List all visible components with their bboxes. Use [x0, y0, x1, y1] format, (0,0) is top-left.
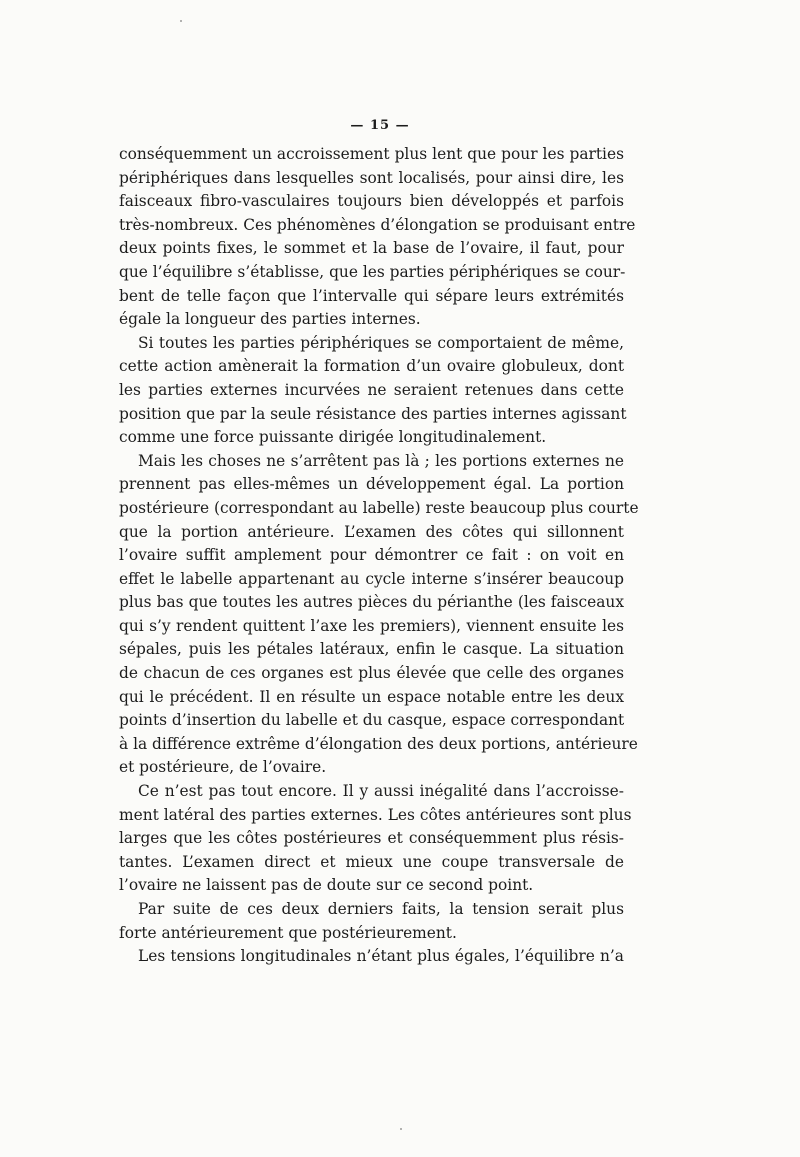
paper-speck	[180, 20, 182, 22]
text-line: comme une force puissante dirigée longitudinalement.	[119, 428, 547, 447]
text-line: Ce n’est pas tout encore. Il y aussi inégalité dans l’accroisse-	[138, 782, 624, 801]
text-line: larges que les côtes postérieures et conséquemment plus résis-	[119, 829, 624, 848]
paper-speck	[400, 1128, 402, 1130]
text-line: Les tensions longitudinales n’étant plus égales, l’équilibre n’a	[138, 947, 624, 966]
text-line: les parties externes incurvées ne seraient retenues dans cette	[119, 380, 624, 399]
text-line: sépales, puis les pétales latéraux, enfin le casque. La situation	[119, 640, 624, 659]
text-line: effet le labelle appartenant au cycle interne s’insérer beaucoup	[119, 569, 624, 588]
text-line: très-nombreux. Ces phénomènes d’élongation se produisant entre	[119, 215, 636, 234]
text-line: égale la longueur des parties internes.	[119, 310, 421, 329]
text-line: plus bas que toutes les autres pièces du périanthe (les faisceaux	[119, 593, 624, 612]
text-line: l’ovaire ne laissent pas de doute sur ce second point.	[119, 876, 534, 895]
text-line: à la différence extrême d’élongation des deux portions, antérieure	[119, 734, 638, 753]
text-line: Par suite de ces deux derniers faits, la tension serait plus	[138, 900, 624, 918]
text-line: cette action amènerait la formation d’un ovaire globuleux, dont	[119, 357, 624, 376]
body-text	[119, 143, 639, 969]
text-line: qui le précédent. Il en résulte un espace notable entre les deux	[119, 687, 624, 706]
text-line: tantes. L’examen direct et mieux une coupe transversale de	[119, 852, 624, 871]
text-line: Mais les choses ne s’arrêtent pas là ; les portions externes ne	[138, 451, 624, 470]
text-line: de chacun de ces organes est plus élevée que celle des organes	[119, 664, 624, 683]
text-line: ment latéral des parties externes. Les côtes antérieures sont plus	[119, 805, 632, 824]
text-line: et postérieure, de l’ovaire.	[119, 758, 327, 777]
text-line: forte antérieurement que postérieurement.	[119, 923, 457, 942]
text-line: deux points fixes, le sommet et la base de l’ovaire, il faut, pour	[119, 239, 624, 258]
text-line: prennent pas elles-mêmes un développement égal. La portion	[119, 475, 624, 494]
text-line: position que par la seule résistance des parties internes agissant	[119, 404, 627, 423]
page-number: — 15 —	[350, 118, 410, 133]
text-line: l’ovaire suffit amplement pour démontrer ce fait : on voit en	[119, 546, 624, 565]
text-line: Si toutes les parties périphériques se comportaient de même,	[138, 333, 624, 352]
text-line: qui s’y rendent quittent l’axe les premiers), viennent ensuite les	[119, 616, 624, 635]
text-line: périphériques dans lesquelles sont localisés, pour ainsi dire, les	[119, 168, 624, 187]
text-line: postérieure (correspondant au labelle) reste beaucoup plus courte	[119, 498, 639, 517]
text-line: bent de telle façon que l’intervalle qui sépare leurs extrémités	[119, 286, 624, 305]
text-line: conséquemment un accroissement plus lent que pour les parties	[119, 145, 624, 163]
text-line: que l’équilibre s’établisse, que les parties périphériques se cour-	[119, 262, 626, 281]
text-line: que la portion antérieure. L’examen des côtes qui sillonnent	[119, 522, 624, 541]
text-line: points d’insertion du labelle et du casque, espace correspondant	[119, 711, 625, 730]
text-line: faisceaux fibro-vasculaires toujours bien développés et parfois	[119, 192, 624, 211]
